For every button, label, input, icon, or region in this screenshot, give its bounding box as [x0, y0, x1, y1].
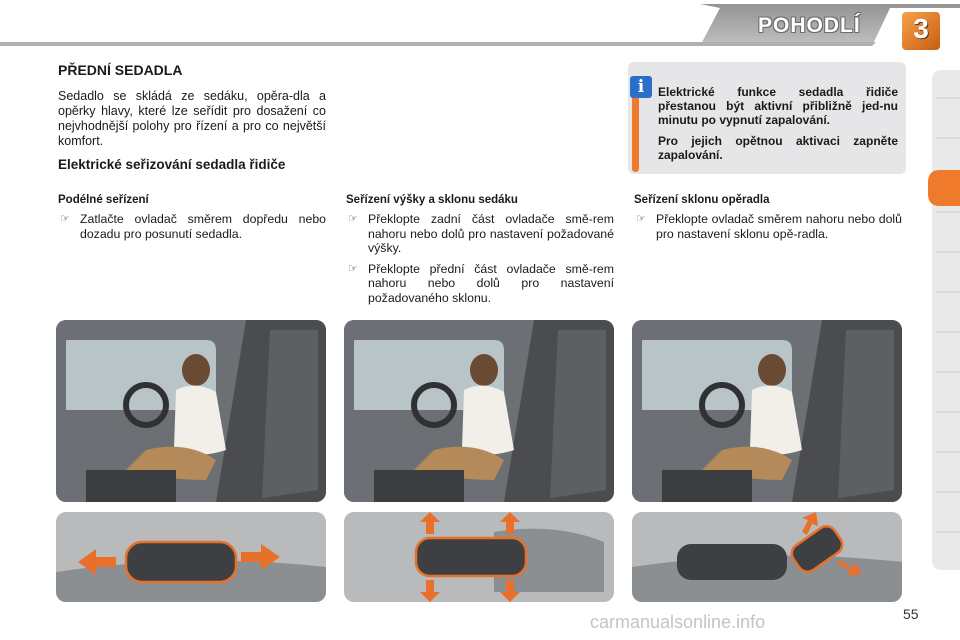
column-heading: Seřízení výšky a sklonu sedáku [346, 194, 518, 206]
list-item: ☞ Zatlačte ovladač směrem dopředu nebo dozadu pro posunutí sedadla. [60, 212, 326, 241]
watermark: carmanualsonline.info [590, 612, 766, 632]
pointing-hand-icon: ☞ [636, 213, 646, 225]
control-detail-longitudinal [56, 512, 326, 602]
column-longitudinal [58, 194, 326, 247]
chapter-tabs[interactable] [928, 70, 960, 570]
info-paragraph-2: Pro jejich opětnou aktivaci zapněte zapalování. [658, 134, 898, 162]
seat-photo-3 [632, 320, 902, 502]
page-number: 55 [903, 606, 919, 622]
control-detail-height-tilt [344, 512, 614, 602]
list-item: ☞ Překlopte přední část ovladače smě-rem nahoru nebo dolů pro nastavení požadovaného sklonu. [348, 261, 614, 305]
seat-photo-2 [344, 320, 614, 502]
pointing-hand-icon: ☞ [348, 213, 358, 225]
section-subtitle: Elektrické seřizování sedadla řidiče [58, 157, 286, 172]
pointing-hand-icon: ☞ [348, 262, 358, 275]
pointing-hand-icon: ☞ [60, 213, 70, 225]
list-item: ☞ Překlopte zadní část ovladače smě-rem nahoru nebo dolů pro nastavení požadované výšky. [348, 212, 614, 255]
intro-paragraph: Sedadlo se skládá ze sedáku, opěra-dla a opěrky hlavy, které lze seřídit pro dosažení co nejvhodnější polohy pro řízení a pro co největší komfort. [58, 89, 326, 148]
info-paragraph-1: Elektrické funkce sedadla řidiče přestanou být aktivní přibližně jed-nu minutu po vypnutí zapalování. [658, 85, 898, 127]
control-detail-backrest [632, 512, 902, 602]
section-title: PŘEDNÍ SEDADLA [58, 62, 183, 78]
column-heading: Seřízení sklonu opěradla [634, 194, 770, 206]
list-item: ☞ Překlopte ovladač směrem nahoru nebo dolů pro nastavení sklonu opě-radla. [636, 212, 902, 241]
column-height-tilt [346, 194, 614, 311]
info-icon: i [630, 76, 652, 98]
column-heading: Podélné seřízení [58, 194, 149, 206]
seat-photo-1 [56, 320, 326, 502]
column-backrest [634, 194, 902, 247]
chapter-title: POHODLÍ [758, 14, 861, 37]
info-text [658, 85, 898, 169]
chapter-number: 3 [913, 13, 929, 44]
